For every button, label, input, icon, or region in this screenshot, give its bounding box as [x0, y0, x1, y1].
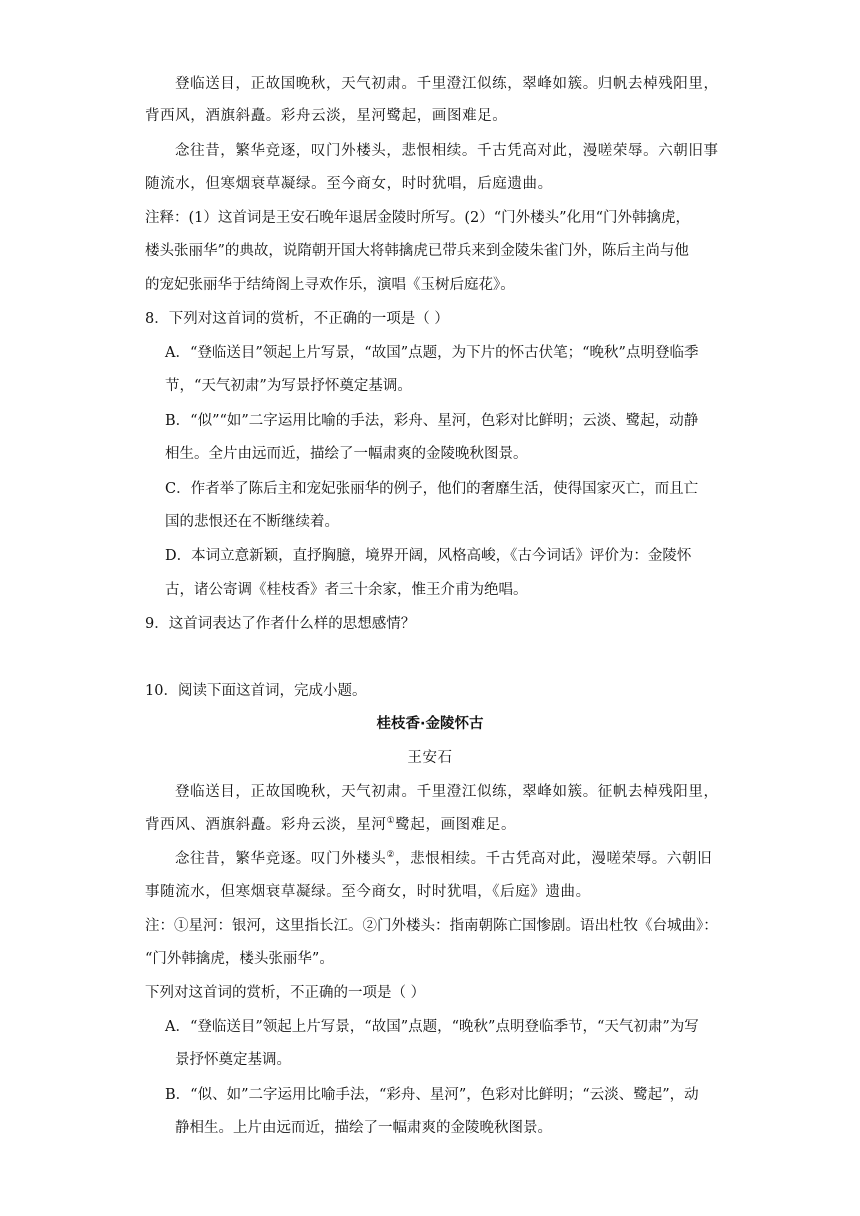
q8-option-c-line-2: 国的悲恨还在不断继续着。: [165, 514, 339, 530]
poem1-line-3: 念往昔，繁华竞逐，叹门外楼头，悲恨相续。千古凭高对此，漫嗟荣辱。六朝旧事: [175, 143, 719, 159]
q8-option-a-line-2: 节，“天气初肃”为写景抒怀奠定基调。: [165, 378, 412, 394]
q10-stem: 10．阅读下面这首词，完成小题。: [145, 683, 367, 699]
q10-sub-stem: 下列对这首词的赏析，不正确的一项是（ ）: [145, 985, 426, 1001]
poem2-line-2: [145, 815, 725, 835]
q10-option-a-line-2: 景抒怀奠定基调。: [175, 1052, 291, 1068]
note1-line-3: 的宠妃张丽华于结绮阁上寻欢作乐，演唱《玉树后庭花》。: [145, 277, 515, 293]
q10-option-a-line-1: A．“登临送目”领起上片写景，“故国”点题，“晚秋”点明登临季节，“天气初肃”为写: [165, 1019, 699, 1035]
poem2-line-2b: 鹭起，画图难足。: [395, 817, 517, 833]
note2-line-1: 注：①星河：银河，这里指长江。②门外楼头：指南朝陈亡国惨剧。语出杜牧《台城曲》：: [145, 918, 718, 934]
q10-option-b-line-1: B．“似、如”二字运用比喻手法，“彩舟、星河”，色彩对比鲜明；“云淡、鹭起”，动: [165, 1087, 699, 1103]
footnote-mark-1: ①: [386, 816, 396, 827]
poem2-line-3b: ，悲恨相续。千古凭高对此，漫嗟荣辱。六朝旧: [395, 851, 713, 867]
q8-option-a-line-1: A．“登临送目”领起上片写景，“故国”点题，为下片的怀古伏笔；“晚秋”点明登临季: [165, 345, 699, 361]
note1-line-1: 注释：(1）这首词是王安石晚年退居金陵时所写。(2）“门外楼头”化用“门外韩擒虎，: [145, 210, 691, 226]
q8-stem: 8．下列对这首词的赏析，不正确的一项是（ ）: [145, 311, 449, 327]
note1-line-2: 楼头张丽华”的典故，说隋朝开国大将韩擒虎已带兵来到金陵朱雀门外，陈后主尚与他: [145, 243, 689, 259]
poem1-line-1: 登临送目，正故国晚秋，天气初肃。千里澄江似练，翠峰如簇。归帆去棹残阳里，: [175, 76, 719, 92]
poem2-author: 王安石: [407, 750, 453, 766]
note2-line-2: “门外韩擒虎，楼头张丽华”。: [145, 951, 334, 967]
poem2-line-4: 事随流水，但寒烟衰草凝绿。至今商女，时时犹唱，《后庭》遗曲。: [145, 884, 591, 900]
poem2-title: 桂枝香·金陵怀古: [376, 716, 484, 732]
q8-option-c-line-1: C．作者举了陈后主和宠妃张丽华的例子，他们的奢靡生活，使得国家灭亡，而且亡: [165, 481, 699, 497]
poem2-line-3a: 念往昔，繁华竞逐。叹门外楼头: [175, 851, 387, 867]
q8-option-d-line-1: D．本词立意新颖，直抒胸臆，境界开阔，风格高峻，《古今词话》评价为：金陵怀: [165, 548, 692, 564]
poem2-line-2a: 背西风、酒旗斜矗。彩舟云淡，星河: [145, 817, 387, 833]
poem1-line-4: 随流水，但寒烟衰草凝绿。至今商女，时时犹唱，后庭遗曲。: [145, 176, 553, 192]
poem1-line-2: 背西风，酒旗斜矗。彩舟云淡，星河鹭起，画图难足。: [145, 108, 508, 124]
footnote-mark-2: ②: [386, 850, 396, 861]
q10-option-b-line-2: 静相生。上片由远而近，描绘了一幅肃爽的金陵晚秋图景。: [175, 1120, 552, 1136]
poem2-line-1: 登临送目，正故国晚秋，天气初肃。千里澄江似练，翠峰如簇。征帆去棹残阳里，: [175, 784, 719, 800]
q8-option-d-line-2: 古，诸公寄调《桂枝香》者三十余家，惟王介甫为绝唱。: [165, 582, 528, 598]
poem2-line-3: [175, 849, 755, 869]
q8-option-b-line-1: B．“似”“如”二字运用比喻的手法，彩舟、星河，色彩对比鲜明；云淡、鹭起，动静: [165, 413, 699, 429]
q9-stem: 9．这首词表达了作者什么样的思想感情？: [145, 616, 416, 632]
q8-option-b-line-2: 相生。全片由远而近，描绘了一幅肃爽的金陵晚秋图景。: [165, 446, 528, 462]
